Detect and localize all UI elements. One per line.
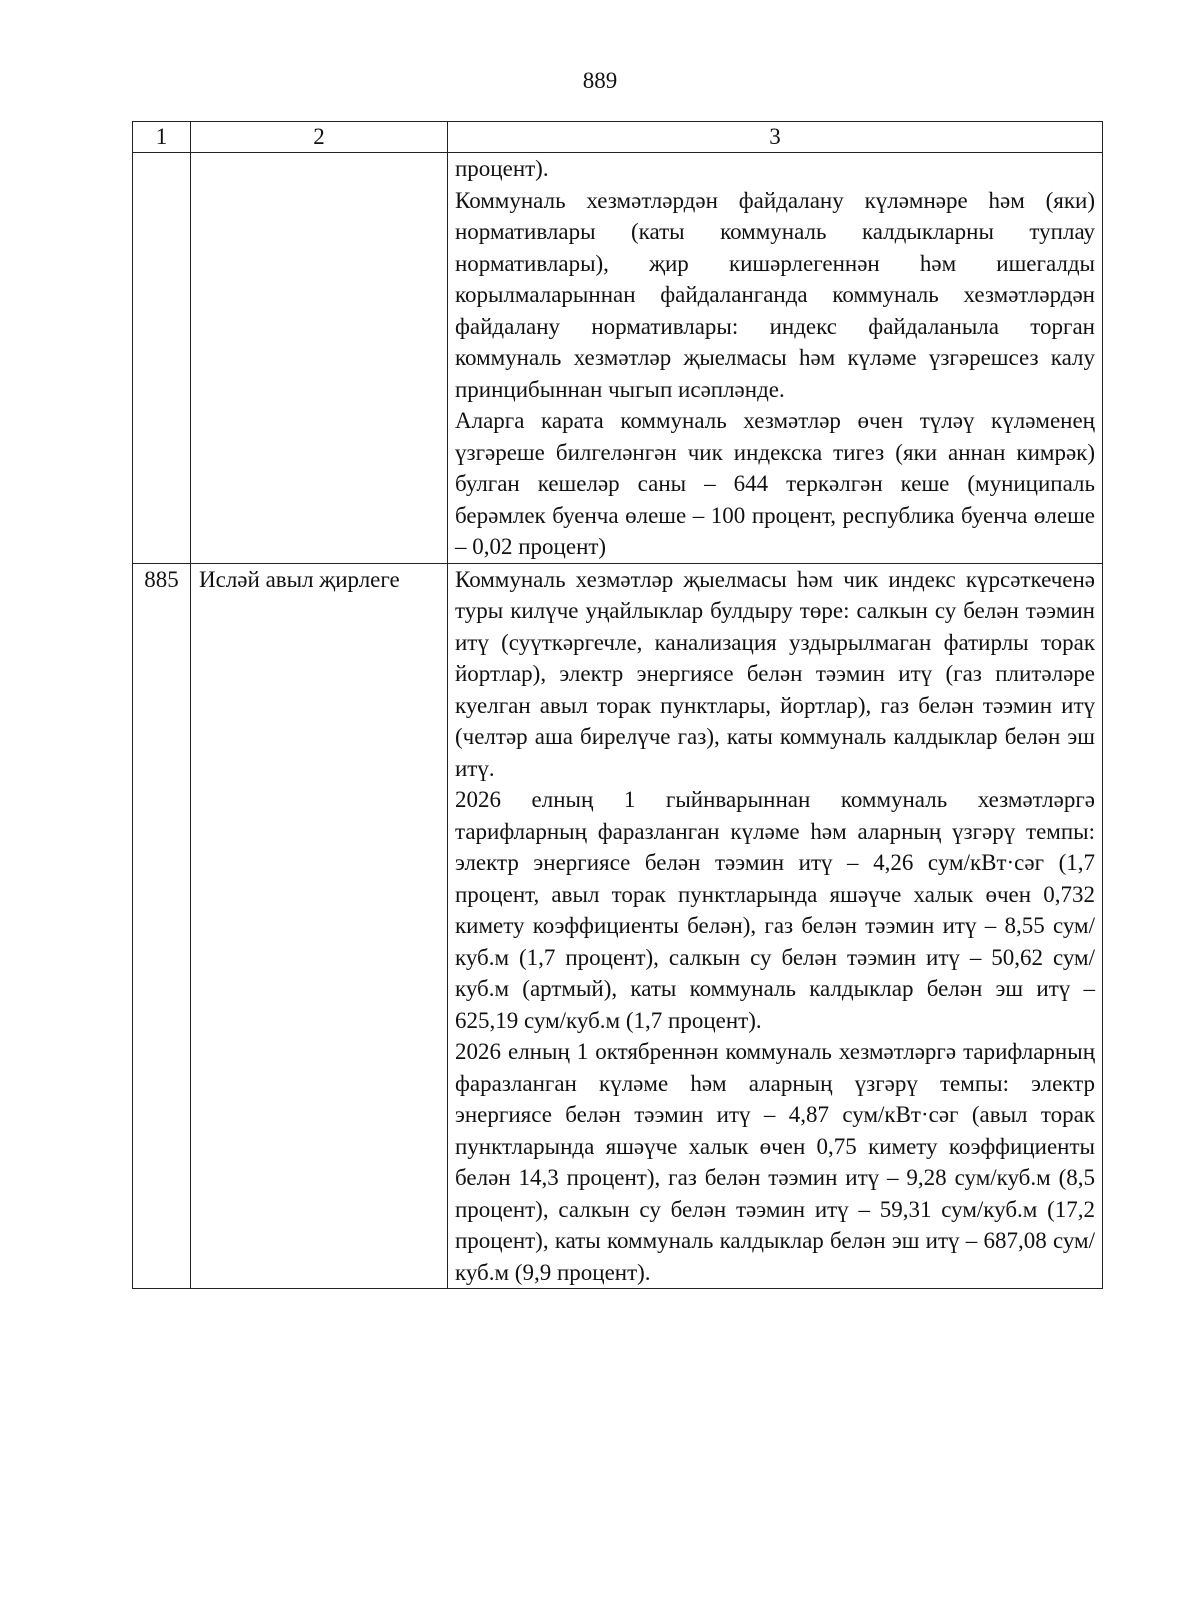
paragraph: Аларга карата коммуналь хезмәтләр өчен түләү күләменең үзгәреше билгеләнгән чик индекска тигез (яки аннан кимрәк) булган кешеләр саны – 644 теркәлгән кеше (муниципаль берәмлек буенча өлеше – 100 процент, республика буенча өлеше – 0,02 процент)	[455, 408, 1095, 559]
paragraph: 2026 елның 1 октябреннән коммуналь хезмәтләргә тарифларның фаразланган күләме һәм аларның үзгәрү темпы: электр энергиясе белән тәэмин итү – 4,87 сум/кВт·сәг (авыл торак пунктларында яшәүче халык өчен 0,75 кимету коэффициенты белән 14,3 процент), газ белән тәэмин итү – 9,28 сум/куб.м (8,5 процент), салкын су белән тәэмин итү – 59,31 сум/куб.м (17,2 процент), каты коммуналь калдыклар белән эш итү – 687,08 сум/куб.м (9,9 процент).	[455, 1039, 1095, 1285]
paragraph: Коммуналь хезмәтләрдән файдалану күләмнәре һәм (яки) нормативлары (каты коммуналь калдыкларны туплау нормативлары), җир кишәрлегеннән һәм ишегалды корылмаларыннан файдаланганда коммуналь хезмәтләрдән файдалану нормативлары: индекс файдаланыла торган коммуналь хезмәтләр җыелмасы һәм күләме үзгәрешсез калу принцибыннан чыгып исәпләнде.	[455, 187, 1095, 402]
paragraph: 2026 елның 1 гыйнварыннан коммуналь хезмәтләргә тарифларның фаразланган күләме һәм аларның үзгәрү темпы: электр энергиясе белән тәэмин итү – 4,26 сум/кВт·сәг (1,7 процент, авыл торак пунктларында яшәүче халык өчен 0,732 кимету коэффициенты белән), газ белән тәэмин итү – 8,55 сум/куб.м (1,7 процент), салкын су белән тәэмин итү – 50,62 сум/куб.м (артмый), каты коммуналь калдыклар белән эш итү – 625,19 сум/куб.м (1,7 процент).	[455, 787, 1095, 1033]
header-col-2: 2	[191, 122, 448, 153]
settlement-name: Ислəй авыл җирлеге	[191, 563, 448, 1289]
page-number: 889	[582, 68, 618, 93]
table-row	[133, 563, 1103, 1289]
description-cell	[448, 153, 1103, 564]
row-number	[133, 153, 191, 564]
header-col-3: 3	[448, 122, 1103, 153]
paragraph: процент).	[455, 156, 549, 181]
description-cell	[448, 563, 1103, 1289]
paragraph: Коммуналь хезмәтләр җыелмасы һәм чик индекс күрсәткеченә туры килүче уңайлыклар булдыру төре: салкын су белән тәэмин итү (суүткәргечле, канализация уздырылмаган фатирлы торак йортлар), электр энергиясе белән тәэмин итү (газ плитәләре куелган авыл торак пунктлары, йортлар), газ белән тәэмин итү (челтәр аша бирелүче газ), каты коммуналь калдыклар белән эш итү.	[455, 566, 1095, 781]
row-number: 885	[133, 563, 191, 1289]
header-row	[133, 122, 1103, 153]
header-col-1: 1	[133, 122, 191, 153]
data-table	[132, 121, 1103, 1289]
settlement-name	[191, 153, 448, 564]
table-row	[133, 153, 1103, 564]
